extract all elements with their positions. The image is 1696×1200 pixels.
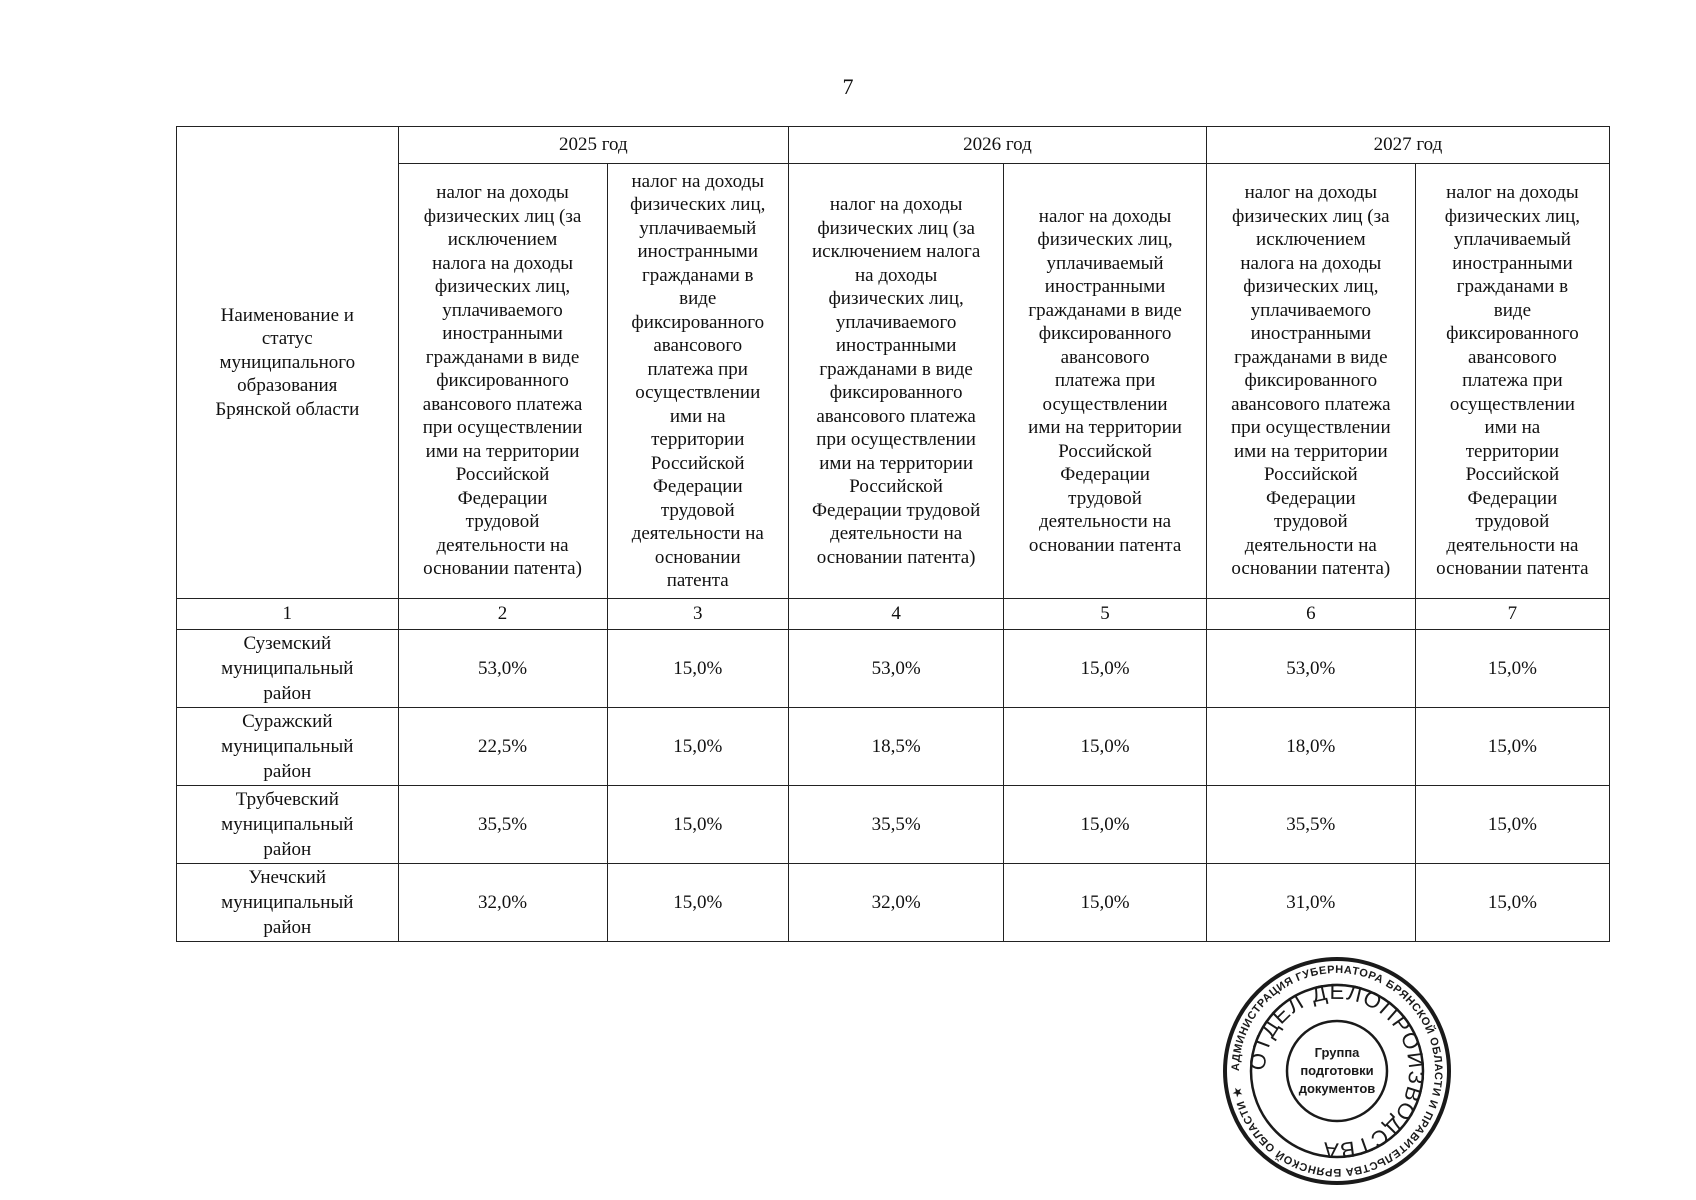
rate-cell: 15,0% (1004, 864, 1207, 942)
tax-description-header (398, 164, 607, 599)
region-name-text: Трубчевский муниципальный район (221, 789, 354, 860)
column-number: 7 (1415, 599, 1609, 630)
official-seal (1222, 956, 1452, 1186)
official-seal-graphic (1222, 956, 1452, 1186)
rate-cell: 18,5% (789, 708, 1004, 786)
tax-description-header (1004, 164, 1207, 599)
rate-cell: 35,5% (789, 786, 1004, 864)
year-header-row (177, 127, 1610, 164)
region-name (177, 786, 399, 864)
rate-cell: 15,0% (1004, 708, 1207, 786)
rate-cell: 15,0% (607, 864, 789, 942)
rate-cell: 15,0% (1415, 708, 1609, 786)
region-name-text: Суземский муниципальный район (221, 633, 354, 704)
name-status-header-text: Наименование и статус муниципального образования Брянской области (215, 304, 360, 420)
tax-description-header (789, 164, 1004, 599)
rate-cell: 15,0% (1415, 786, 1609, 864)
column-number-row (177, 599, 1610, 630)
seal-center-line: Группа (1314, 1045, 1360, 1060)
column-number: 2 (398, 599, 607, 630)
seal-inner-text: ОТДЕЛ ДЕЛОПРОИЗВОДСТВА (1244, 978, 1430, 1164)
table-row (177, 786, 1610, 864)
column-number: 3 (607, 599, 789, 630)
region-name (177, 708, 399, 786)
rate-cell: 32,0% (789, 864, 1004, 942)
rate-cell: 15,0% (607, 630, 789, 708)
rate-cell: 35,5% (398, 786, 607, 864)
rate-cell: 15,0% (1004, 786, 1207, 864)
rate-cell: 53,0% (398, 630, 607, 708)
tax-description-text: налог на доходы физических лиц, уплачиваемый иностранными гражданами в виде фиксированного авансового платежа при осуществлении ими на территории Российской Федерации трудовой деятельности на основании патента (630, 170, 766, 591)
column-number: 4 (789, 599, 1004, 630)
column-number: 5 (1004, 599, 1207, 630)
rate-cell: 32,0% (398, 864, 607, 942)
tax-description-text: налог на доходы физических лиц (за исключением налога на доходы физических лиц, уплачиваемого иностранными гражданами в виде фиксированного авансового платежа при осуществлении ими на территории Российской Федерации трудовой деятельности на основании патента) (422, 182, 583, 580)
seal-outer-text: АДМИНИСТРАЦИЯ ГУБЕРНАТОРА БРЯНСКОЙ ОБЛАСТИ И ПРАВИТЕЛЬСТВА БРЯНСКОЙ ОБЛАСТИ ★ (1229, 963, 1445, 1179)
table-row (177, 708, 1610, 786)
rate-cell: 15,0% (607, 786, 789, 864)
table-row (177, 864, 1610, 942)
rate-cell: 15,0% (1415, 864, 1609, 942)
tax-description-text: налог на доходы физических лиц, уплачиваемый иностранными гражданами в виде фиксированного авансового платежа при осуществлении ими на территории Российской Федерации трудовой деятельности на основании патента (1028, 205, 1182, 556)
table-row (177, 630, 1610, 708)
tax-description-header (1206, 164, 1415, 599)
region-name (177, 864, 399, 942)
seal-center-line: подготовки (1300, 1063, 1374, 1078)
year-2027-header: 2027 год (1206, 127, 1609, 164)
tax-description-text: налог на доходы физических лиц, уплачиваемый иностранными гражданами в виде фиксированного авансового платежа при осуществлении ими на территории Российской Федерации трудовой деятельности на основании патента (1436, 182, 1589, 580)
name-status-header (177, 127, 399, 599)
rate-cell: 35,5% (1206, 786, 1415, 864)
rate-cell: 22,5% (398, 708, 607, 786)
region-name (177, 630, 399, 708)
rate-cell: 15,0% (1415, 630, 1609, 708)
rate-cell: 31,0% (1206, 864, 1415, 942)
rate-cell: 18,0% (1206, 708, 1415, 786)
tax-description-header (607, 164, 789, 599)
year-2025-header: 2025 год (398, 127, 788, 164)
rate-cell: 53,0% (789, 630, 1004, 708)
tax-description-header (1415, 164, 1609, 599)
column-number: 6 (1206, 599, 1415, 630)
rate-cell: 53,0% (1206, 630, 1415, 708)
rate-cell: 15,0% (1004, 630, 1207, 708)
region-name-text: Суражский муниципальный район (221, 711, 354, 782)
tax-description-text: налог на доходы физических лиц (за исключением налога на доходы физических лиц, уплачиваемого иностранными гражданами в виде фиксированного авансового платежа при осуществлении ими на территории Российской Федерации трудовой деятельности на основании патента) (1230, 182, 1391, 580)
year-2026-header: 2026 год (789, 127, 1207, 164)
seal-center-line: документов (1298, 1081, 1376, 1096)
distribution-table (176, 126, 1610, 942)
region-name-text: Унечский муниципальный район (221, 867, 354, 938)
tax-description-text: налог на доходы физических лиц (за исключением налога на доходы физических лиц, уплачиваемого иностранными гражданами в виде фиксированного авансового платежа при осуществлении ими на территории Российской Федерации трудовой деятельности на основании патента) (811, 194, 981, 568)
column-number: 1 (177, 599, 399, 630)
rate-cell: 15,0% (607, 708, 789, 786)
page-number: 7 (842, 74, 854, 99)
